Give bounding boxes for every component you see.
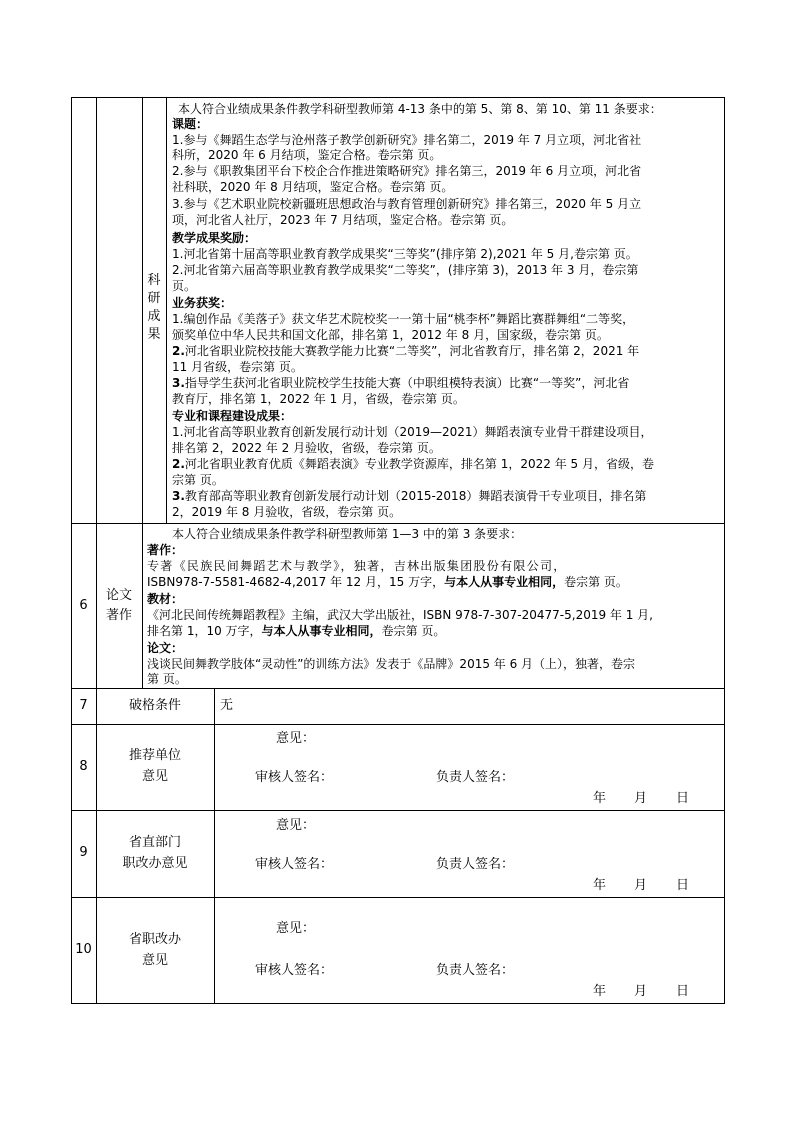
sec6-content-divider — [142, 523, 143, 689]
jiaoxue-item-1: 1.河北省第十届高等职业教育教学成果奖“三等奖”(排序第 2),2021 年 5 月,卷宗第 页。 — [172, 247, 638, 261]
zhuanye-item-2-num: 2. — [172, 457, 185, 471]
keti-item-3a: 3.参与《艺术职业院校新疆班思想政治与教育管理创新研究》排名第三，2020 年 5 月立 — [172, 197, 642, 211]
yewu-item-2-text: 河北省职业院校技能大赛教学能力比赛“二等奖”，河北省教育厅，排名第 2，2021 年 — [184, 344, 640, 358]
zhuzuo-line-1: 专著《民族民间舞蹈艺术与教学》，独著，吉林出版集团股份有限公司， — [147, 559, 567, 573]
yewu-item-3-num: 3. — [172, 376, 185, 390]
yewu-item-3-text: 指导学生获河北省职业院校学生技能大赛（中职组模特表演）比赛“一等奖”，河北省 — [184, 376, 630, 390]
sec9-year-label: 年 — [593, 878, 607, 893]
jiaoxue-item-2b: 页。 — [172, 279, 197, 293]
yewu-item-2b: 11 月省级，卷宗第 页。 — [172, 360, 303, 374]
heading-keti: 课题： — [172, 117, 209, 131]
jiaocai-page: 卷宗第 页。 — [381, 624, 446, 638]
sec8-day-label: 日 — [676, 791, 690, 806]
keti-item-1b: 科所，2020 年 6 月结项，鉴定合格。卷宗第 页。 — [172, 148, 442, 162]
sec7-value: 无 — [220, 698, 234, 713]
heading-jiaocai: 教材： — [147, 592, 184, 606]
sec10-year-label: 年 — [593, 984, 607, 999]
sec8-label-line2: 意见 — [141, 769, 168, 784]
zhuzuo-page: 卷宗第 页。 — [564, 575, 628, 589]
keti-item-2a: 2.参与《职教集团平台下校企合作推进策略研究》排名第三，2019 年 6 月立项，河北省 — [172, 164, 642, 178]
sec9-label-line1: 省直部门 — [128, 835, 181, 850]
sec8-label-line1: 推荐单位 — [128, 748, 181, 763]
jiaoxue-item-2a: 2.河北省第六届高等职业教育教学成果奖“二等奖”，(排序第 3)，2013 年 3 月，卷宗第 — [172, 263, 639, 277]
yewu-item-2-num: 2. — [172, 344, 185, 358]
sec9-month-label: 月 — [634, 878, 648, 893]
yewu-item-1b: 颁奖单位中华人民共和国文化部，排名第 1，2012 年 8 月，国家级，卷宗第 页。 — [172, 328, 609, 342]
keti-item-1a: 1.参与《舞蹈生态学与沧州落子教学创新研究》排名第二，2019 年 7 月立项，河北省社 — [172, 133, 642, 147]
zhuzuo-text: ISBN978-7-5581-4682-4,2017 年 12 月，15 万字， — [147, 575, 445, 589]
sec10-reviewer-signature-label: 审核人签名： — [255, 963, 334, 978]
sec10-label-line2: 意见 — [141, 953, 168, 968]
sec8-number: 8 — [79, 759, 88, 774]
sec10-opinion-label: 意见： — [276, 921, 316, 936]
sec5-label-char: 成 — [147, 309, 161, 324]
zhuanye-item-2a — [172, 457, 654, 472]
sec5-label-char: 科 — [147, 273, 161, 288]
sec6-intro: 本人符合业绩成果条件教学科研型教师第 1—3 中的第 3 条要求： — [172, 527, 523, 541]
zhuanye-item-3-text: 教育部高等职业教育创新发展行动计划（2015-2018）舞蹈表演骨干专业项目，排名第 — [184, 489, 647, 503]
zhuanye-item-3b: 2，2019 年 8 月验收，省级，卷宗第 页。 — [172, 505, 402, 519]
heading-yewu: 业务获奖： — [172, 296, 233, 310]
sec5-intro: 本人符合业绩成果条件教学科研型教师第 4-13 条中的第 5、第 8、第 10、第 11 条要求： — [178, 102, 662, 116]
sec8-year-label: 年 — [593, 791, 607, 806]
sec7-label: 破格条件 — [128, 698, 181, 713]
lunwen-line-2: 第 页。 — [147, 672, 187, 686]
sec9-day-label: 日 — [676, 878, 690, 893]
table-right-border — [724, 97, 725, 1004]
sec7-number: 7 — [79, 698, 88, 713]
heading-zhuanye: 专业和课程建设成果： — [172, 409, 293, 423]
heading-zhuzuo: 著作： — [147, 543, 184, 557]
sec8-month-label: 月 — [634, 791, 648, 806]
row-divider-7-8 — [71, 724, 725, 725]
jiaocai-same-major: 与本人从事专业相同， — [261, 624, 382, 638]
sec8-opinion-label: 意见： — [276, 731, 316, 746]
sec9-leader-signature-label: 负责人签名： — [436, 857, 515, 872]
sec5-content-divider — [166, 97, 167, 524]
jiaocai-line-1: 《河北民间传统舞蹈教程》主编，武汉大学出版社，ISBN 978-7-307-20477-5,2019 年 1 月, — [147, 608, 654, 622]
yewu-item-3b: 教育厅，排名第 1，2022 年 1 月，省级，卷宗第 页。 — [172, 392, 465, 406]
jiaocai-line-2 — [147, 624, 445, 639]
row-divider-9-10 — [71, 897, 725, 898]
sec9-reviewer-signature-label: 审核人签名： — [255, 857, 334, 872]
zhuanye-item-3a — [172, 489, 646, 504]
zhuanye-item-3-num: 3. — [172, 489, 185, 503]
sec10-day-label: 日 — [676, 984, 690, 999]
yewu-item-3a — [172, 376, 629, 391]
sec10-month-label: 月 — [634, 984, 648, 999]
zhuanye-item-1b: 排名第 2，2022 年 2 月验收，省级，卷宗第 页。 — [172, 441, 441, 455]
table-top-border — [71, 97, 725, 98]
row-divider-6-7 — [71, 688, 725, 689]
yewu-item-2a — [172, 344, 639, 359]
sec6-label-line2: 著作 — [105, 608, 132, 623]
heading-lunwen: 论文： — [147, 641, 184, 655]
sec8-reviewer-signature-label: 审核人签名： — [255, 770, 334, 785]
zhuanye-item-1a: 1.河北省高等职业教育创新发展行动计划（2019—2021）舞蹈表演专业骨干群建设项目， — [172, 425, 653, 439]
sec9-opinion-label: 意见： — [276, 818, 316, 833]
heading-jiaoxue: 教学成果奖励： — [172, 231, 257, 245]
sec5-label-char: 果 — [147, 327, 161, 342]
sec8-leader-signature-label: 负责人签名： — [436, 770, 515, 785]
yewu-item-1a: 1.编创作品《美落子》获文华艺术院校奖一一第十届“桃李杯”舞蹈比赛群舞组“二等奖， — [172, 312, 635, 326]
sec9-label-line2: 职改办意见 — [122, 856, 188, 871]
sec10-number: 10 — [75, 942, 92, 957]
sec5-inner-divider — [142, 97, 143, 524]
sec6-label-line1: 论文 — [105, 588, 132, 603]
sec5-label-char: 研 — [147, 291, 161, 306]
keti-item-2b: 社科联，2020 年 8 月结项，鉴定合格。卷宗第 页。 — [172, 180, 454, 194]
sec10-label-line1: 省职改办 — [128, 932, 181, 947]
zhuanye-item-2b: 宗第 页。 — [172, 473, 224, 487]
zhuzuo-same-major: 与本人从事专业相同， — [444, 575, 565, 589]
sec10-leader-signature-label: 负责人签名： — [436, 963, 515, 978]
sec7-10-content-divider — [214, 688, 215, 1004]
table-bottom-border — [71, 1003, 725, 1004]
keti-item-3b: 项，河北省人社厅，2023 年 7 月结项，鉴定合格。卷宗第 页。 — [172, 213, 514, 227]
table-left-border — [71, 97, 72, 1004]
sec6-number: 6 — [79, 598, 88, 613]
row-divider-8-9 — [71, 810, 725, 811]
sec9-number: 9 — [79, 845, 88, 860]
zhuanye-item-2-text: 河北省职业教育优质《舞蹈表演》专业教学资源库，排名第 1，2022 年 5 月，省级，卷 — [184, 457, 654, 471]
row-divider-5-6 — [71, 523, 725, 524]
lunwen-line-1: 浅谈民间舞教学肢体“灵动性”的训练方法》发表于《品牌》2015 年 6 月（上），独著，卷宗 — [147, 657, 636, 671]
jiaocai-text: 排名第 1，10 万字， — [147, 624, 262, 638]
zhuzuo-line-2 — [147, 575, 628, 590]
